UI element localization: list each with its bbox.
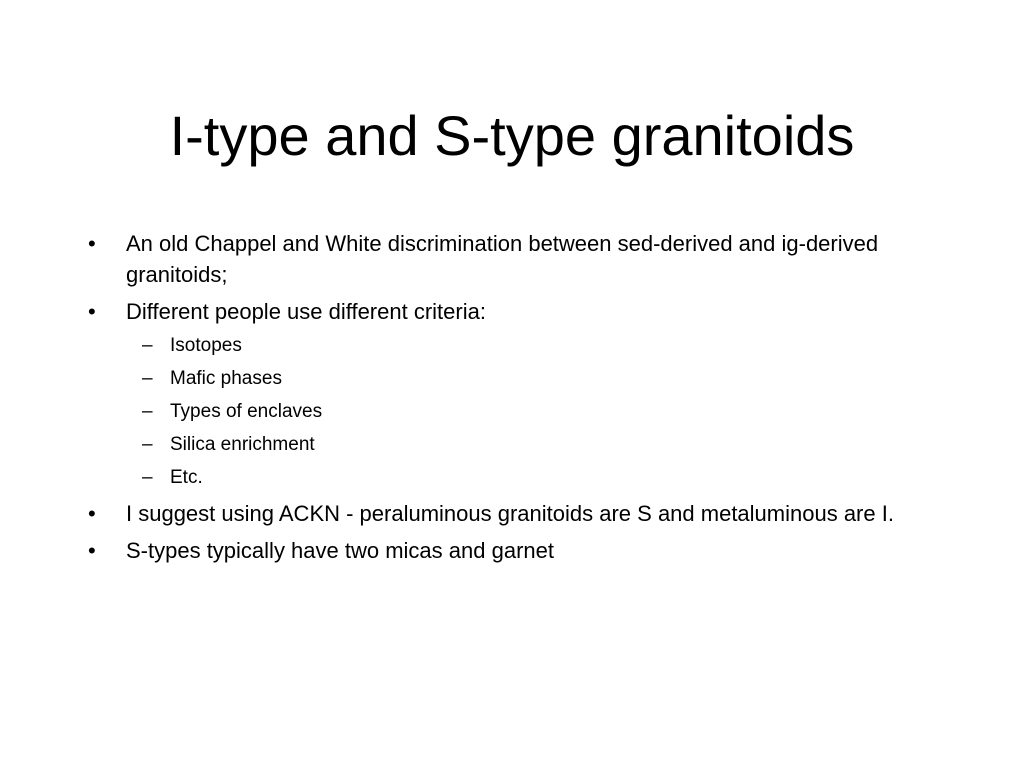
dash-icon: – <box>142 434 153 455</box>
bullet-item <box>80 296 940 327</box>
dash-icon: – <box>142 335 153 356</box>
dash-icon: – <box>142 368 153 389</box>
slide-title: I-type and S-type granitoids <box>169 104 855 167</box>
bullet-item <box>80 535 940 566</box>
sub-bullet-item <box>80 333 940 359</box>
sub-bullet-text: Mafic phases <box>170 368 282 389</box>
bullet-icon: • <box>88 231 96 256</box>
sub-bullet-text: Isotopes <box>170 335 242 356</box>
bullet-icon: • <box>88 501 96 526</box>
bullet-text: Different people use different criteria: <box>126 299 486 324</box>
sub-bullet-item <box>80 366 940 392</box>
dash-icon: – <box>142 401 153 422</box>
bullet-item <box>80 228 940 290</box>
sub-bullet-text: Etc. <box>170 467 203 488</box>
dash-icon: – <box>142 467 153 488</box>
sub-bullet-item <box>80 465 940 491</box>
sub-bullet-item <box>80 399 940 425</box>
bullet-icon: • <box>88 538 96 563</box>
bullet-item <box>80 498 940 529</box>
criteria-list <box>80 333 940 491</box>
sub-bullet-text: Silica enrichment <box>170 434 315 455</box>
sub-bullet-text: Types of enclaves <box>170 401 323 422</box>
slide-body <box>80 228 940 572</box>
bullet-text: An old Chappel and White discrimination between sed-derived and ig-derived granitoids; <box>126 231 879 287</box>
bullet-icon: • <box>88 299 96 324</box>
bullet-text: S-types typically have two micas and garnet <box>126 538 554 563</box>
sub-bullet-item <box>80 432 940 458</box>
bullet-text: I suggest using ACKN - peraluminous granitoids are S and metaluminous are I. <box>126 501 894 526</box>
